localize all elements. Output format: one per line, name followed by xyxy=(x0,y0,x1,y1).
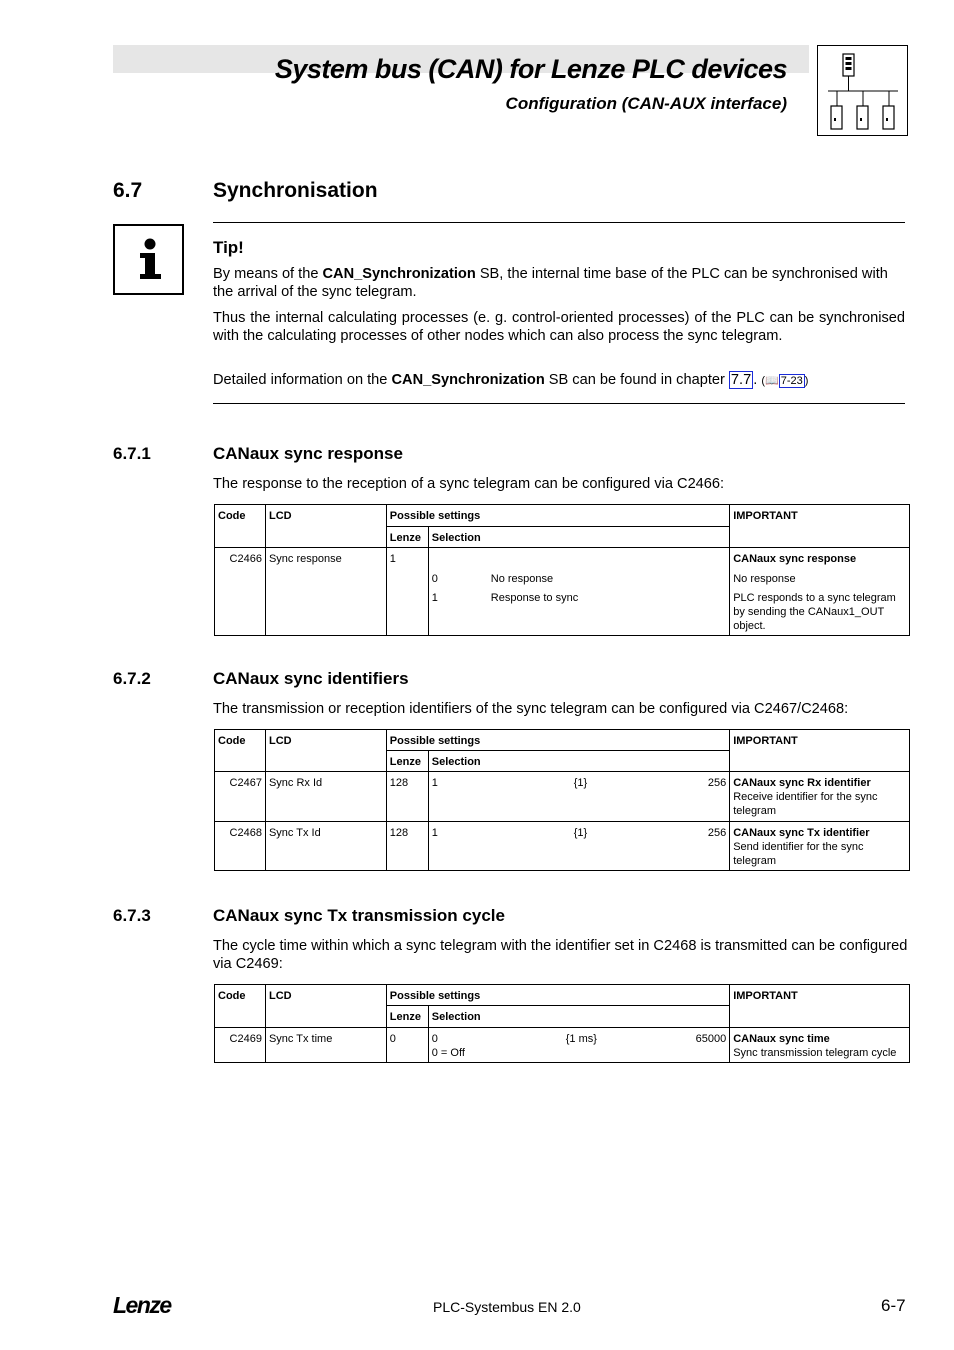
subsection-number: 6.7.3 xyxy=(113,906,151,925)
subsection-intro: The cycle time within which a sync telegram with the identifier set in C2468 is transmitted can be configured via C2469: xyxy=(213,938,908,972)
col-lenze: Lenze xyxy=(386,1006,428,1028)
cell-important: CANaux sync Rx identifier Receive identifier for the sync telegram xyxy=(730,772,910,822)
subsection-title: CANaux sync identifiers xyxy=(213,669,409,688)
chapter-link[interactable]: 7.7 xyxy=(730,372,752,388)
col-lcd: LCD xyxy=(265,505,386,548)
cell-lenze: 128 xyxy=(386,822,428,871)
section-title: Synchronisation xyxy=(213,179,378,202)
col-code: Code xyxy=(215,730,266,772)
cell-important: CANaux sync response No response PLC responds to a sync telegram by sending the CANaux1_OUT object. xyxy=(730,548,910,636)
book-icon: 📖 xyxy=(765,375,779,387)
info-icon xyxy=(113,224,184,295)
cell-lcd: Sync response xyxy=(265,548,386,636)
cell-important: CANaux sync time Sync transmission telegram cycle xyxy=(730,1028,910,1063)
tip-rule xyxy=(213,403,905,404)
lenze-logo: Lenze xyxy=(113,1292,171,1318)
section-rule xyxy=(213,222,905,223)
cell-lcd: Sync Rx Id xyxy=(265,772,386,822)
subsection-number: 6.7.1 xyxy=(113,444,151,463)
col-selection: Selection xyxy=(428,527,729,548)
cell-code: C2469 xyxy=(215,1028,266,1063)
cell-lcd: Sync Tx Id xyxy=(265,822,386,871)
cell-selection: 1 {1} 256 xyxy=(428,772,729,822)
col-possible-settings: Possible settings xyxy=(386,730,729,751)
col-code: Code xyxy=(215,505,266,548)
col-selection: Selection xyxy=(428,1006,729,1028)
page-subtitle: Configuration (CAN-AUX interface) xyxy=(505,94,787,113)
tip-paragraph-2: Thus the internal calculating processes (e. g. control-oriented processes) of the PLC can be synchronised with the calculating processes of other nodes which can also process the sync telegram. xyxy=(213,310,905,344)
cell-code: C2466 xyxy=(215,548,266,636)
tip-heading: Tip! xyxy=(213,238,244,257)
col-possible-settings: Possible settings xyxy=(386,505,729,527)
col-important: IMPORTANT xyxy=(730,730,910,772)
col-important: IMPORTANT xyxy=(730,505,910,548)
cell-selection: 0 No response 1 Response to sync xyxy=(428,548,729,636)
page-number: 6-7 xyxy=(881,1296,906,1315)
col-lenze: Lenze xyxy=(386,527,428,548)
can-bus-icon xyxy=(817,45,908,136)
subsection-intro: The transmission or reception identifiers of the sync telegram can be configured via C2467/C2468: xyxy=(213,701,849,717)
tip-paragraph-1: By means of the CAN_Synchronization SB, the internal time base of the PLC can be synchronised with the arrival of the sync telegram. xyxy=(213,266,888,300)
cell-code: C2467 xyxy=(215,772,266,822)
subsection-number: 6.7.2 xyxy=(113,669,151,688)
col-lenze: Lenze xyxy=(386,751,428,772)
tip-paragraph-3: Detailed information on the CAN_Synchronization SB can be found in chapter 7.7 . (📖 7-23 ) xyxy=(213,372,809,388)
parameter-table-c2466 xyxy=(214,504,910,636)
section-number: 6.7 xyxy=(113,179,143,202)
col-possible-settings: Possible settings xyxy=(386,985,729,1006)
table-row xyxy=(215,548,910,636)
table-row xyxy=(215,822,910,871)
subsection-title: CANaux sync Tx transmission cycle xyxy=(213,906,505,925)
page-title: System bus (CAN) for Lenze PLC devices xyxy=(274,54,787,84)
subsection-title: CANaux sync response xyxy=(213,444,403,463)
cell-selection: 0 {1 ms} 65000 0 = Off xyxy=(428,1028,729,1063)
footer-document: PLC-Systembus EN 2.0 xyxy=(433,1299,581,1315)
subsection-intro: The response to the reception of a sync telegram can be configured via C2466: xyxy=(213,476,725,492)
cell-lcd: Sync Tx time xyxy=(265,1028,386,1063)
cell-code: C2468 xyxy=(215,822,266,871)
cell-lenze: 0 xyxy=(386,1028,428,1063)
col-lcd: LCD xyxy=(265,985,386,1028)
col-code: Code xyxy=(215,985,266,1028)
cell-lenze: 128 xyxy=(386,772,428,822)
cell-selection: 1 {1} 256 xyxy=(428,822,729,871)
page-ref-link[interactable]: 7-23 xyxy=(780,375,803,387)
col-lcd: LCD xyxy=(265,730,386,772)
parameter-table-c2469 xyxy=(214,984,910,1063)
table-row xyxy=(215,772,910,822)
parameter-table-c2467-c2468 xyxy=(214,729,910,871)
table-row xyxy=(215,1028,910,1063)
col-selection: Selection xyxy=(428,751,729,772)
cell-lenze: 1 xyxy=(386,548,428,636)
col-important: IMPORTANT xyxy=(730,985,910,1028)
cell-important: CANaux sync Tx identifier Send identifier for the sync telegram xyxy=(730,822,910,871)
